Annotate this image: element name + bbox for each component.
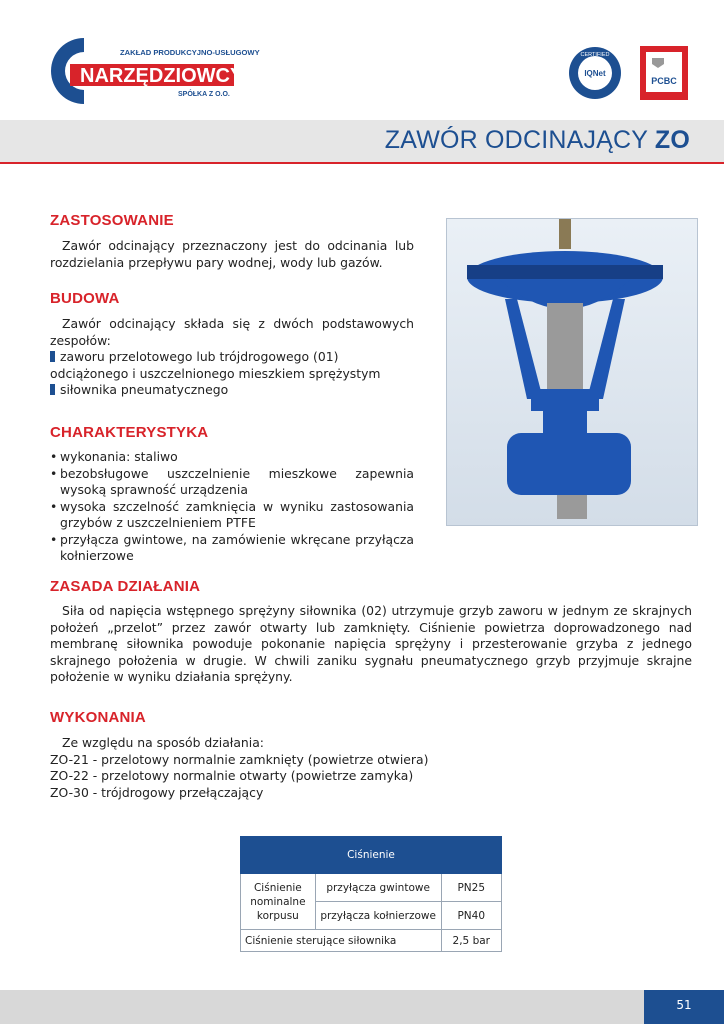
page-title-main: ZAWÓR ODCINAJĄCY [384,126,655,154]
heading-charakterystyka: CHARAKTERYSTYKA [50,424,209,441]
wykonania-variant: ZO-30 - trójdrogowy przełączający [50,784,264,800]
cert-pcbc-text: PCBC [651,76,677,86]
heading-wykonania: WYKONANIA [50,709,146,726]
list-item [50,466,414,499]
table-cell-control-value: 2,5 bar [441,930,501,952]
list-item-text: bezobsługowe uszczelnienie mieszkowe zapewnia wysoką sprawność urządzenia [60,465,414,497]
company-logo [48,34,260,108]
heading-zastosowanie: ZASTOSOWANIE [50,212,174,229]
list-item-text: wykonania: staliwo [60,449,178,464]
table-header-row [241,837,502,874]
cert-certified-text: CERTIFIED [580,52,610,58]
wykonania-variant: ZO-21 - przelotowy normalnie zamknięty (powietrze otwiera) [50,751,429,767]
list-item [50,449,414,466]
logo-brand: NARZĘDZIOWCY [80,65,244,87]
footer-bar [0,990,724,1024]
table-row [241,930,502,952]
budowa-list [50,349,416,399]
product-photo [446,218,698,526]
page-number: 51 [644,990,724,1024]
page-title-code: ZO [654,126,690,154]
heading-zasada: ZASADA DZIAŁANIA [50,578,201,595]
page-title [385,126,690,155]
table-row-label: Ciśnienie nominalne korpusu [241,874,316,930]
list-item [50,499,414,532]
table-cell-control-label: Ciśnienie sterujące siłownika [241,930,442,952]
list-item [50,349,416,382]
bullet-square-icon [50,384,55,395]
list-item-text: wysoka szczelność zamknięcia w wyniku zastosowania grzybów z uszczelnieniem PTFE [60,498,414,530]
table-cell-type: przyłącza kołnierzowe [315,902,441,930]
text-budowa-intro: Zawór odcinający składa się z dwóch podstawowych zespołów: [50,316,414,348]
charakterystyka-list [50,449,414,565]
title-banner-divider [0,162,724,164]
cert-iqnet-text: IQNet [584,69,606,78]
pressure-table [240,836,502,952]
table-cell-value: PN25 [441,874,501,902]
bullet-dot-icon: • [50,531,58,547]
valve-illustration [447,219,697,525]
wykonania-intro: Ze względu na sposób działania: [62,735,264,750]
table-cell-type: przyłącza gwintowe [315,874,441,902]
table-cell-value: PN40 [441,902,501,930]
bullet-dot-icon: • [50,498,58,514]
wykonania-lines [50,735,470,801]
logo-line3: SPÓŁKA Z O.O. [178,91,230,98]
table-header: Ciśnienie [241,837,502,874]
logo-line1: ZAKŁAD PRODUKCYJNO-USŁUGOWY [120,48,260,57]
wykonania-variant: ZO-22 - przelotowy normalnie otwarty (powietrze zamyka) [50,768,414,783]
bullet-square-icon [50,351,55,362]
list-item [50,532,414,565]
heading-budowa: BUDOWA [50,290,120,307]
list-item [50,382,416,399]
bullet-dot-icon: • [50,449,58,464]
text-zasada: Siła od napięcia wstępnego sprężyny siłownika (02) utrzymuje grzyb zaworu w jednym ze skrajnych położeń „przelot” przez zawór otwarty lub zamknięty. Ciśnienie powietrza doprowadzonego nad membranę siłownika powoduje pokonanie napięcia sprężyny i przesterowanie grzyba z jednego skrajnego położenia w drugie. W chwili zaniku sygnału pneumatycznego grzyb przyjmuje skrajne położenie w wyniku działania sprężyny. [50,603,692,684]
table-row [241,874,502,902]
certification-badges [566,44,690,102]
text-zastosowanie: Zawór odcinający przeznaczony jest do odcinania lub rozdzielania przepływu pary wodnej, wody lub gazów. [50,238,414,270]
list-item-text: zaworu przelotowego lub trójdrogowego (01) odciążonego i uszczelnionego mieszkiem sprężystym [50,349,381,381]
bullet-dot-icon: • [50,465,58,481]
list-item-text: przyłącza gwintowe, na zamówienie wkręcane przyłącza kołnierzowe [60,531,414,563]
list-item-text: siłownika pneumatycznego [60,382,229,397]
